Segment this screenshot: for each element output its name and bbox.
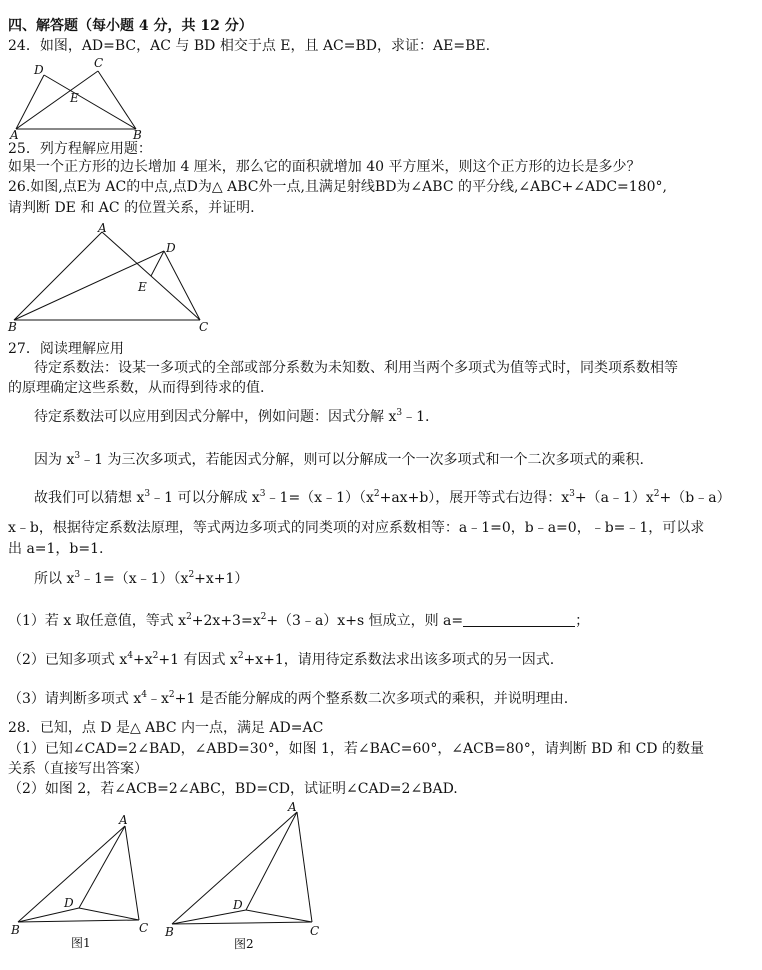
q27-para4a: 故我们可以猜想 $x^3﹣1$ 可以分解成 $x^3﹣1=(x﹣1)(x^2+ax+b)$，展开等式右边得：$x^3+(a﹣1)x^2+(b﹣a)$ (34, 489, 731, 506)
answer-blank[interactable] (463, 612, 575, 627)
q27-sub1: （1）若 x 取任意值，等式 $x^2+2x+3=x^2+(3﹣a)x+s$ 恒成立，则 a= ； (8, 612, 590, 629)
q27-para3: 因为 $x^3﹣1$ 为三次多项式，若能因式分解，则可以分解成一个一次多项式和一个二次多项式的乘积. (34, 451, 644, 468)
q26-label-c: C (199, 320, 209, 334)
fig2-caption: 图2 (234, 937, 254, 951)
q28-figure-1 (8, 810, 158, 950)
q25-title: 25．列方程解应用题： (8, 141, 152, 157)
q27-para5: 所以 $x^3﹣1=(x﹣1)(x^2+x+1)$ (34, 570, 249, 587)
q24-label-c: C (94, 56, 104, 70)
q27-para4b: x﹣b，根据待定系数法原理，等式两边多项式的同类项的对应系数相等：a﹣1=0，b﹣a=0，﹣b=﹣1，可以求 (8, 520, 705, 536)
q26-label-b: B (8, 320, 17, 334)
q28-line2: （1）已知∠CAD=2∠BAD，∠ABD=30°，如图 1，若∠BAC=60°，∠ACB=80°，请判断 BD 和 CD 的数量 (8, 741, 704, 757)
q26-label-a: A (98, 221, 107, 235)
q26-line1: 26.如图,点E为 AC的中点,点D为△ ABC外一点,且满足射线BD为∠ABC 的平分线,∠ABC+∠ADC=180°, (8, 179, 667, 195)
fig1-label-c: C (139, 921, 149, 935)
q26-label-e: E (138, 280, 147, 294)
fig2-label-d: D (233, 898, 243, 912)
q27-para1a: 待定系数法：设某一多项式的全部或部分系数为未知数、利用当两个多项式为值等式时，同类项系数相等 (34, 360, 678, 376)
fig2-label-b: B (165, 925, 174, 939)
q27-para1b: 的原理确定这些系数，从而得到待求的值. (8, 380, 265, 396)
q27-para4c: 出 a=1，b=1. (8, 541, 104, 557)
q26-line2: 请判断 DE 和 AC 的位置关系，并证明. (8, 200, 255, 216)
fig1-caption: 图1 (71, 936, 91, 950)
q27-sub2: （2）已知多项式 $x^4+x^2+1$ 有因式 $x^2+x+1$，请用待定系数法求出该多项式的另一因式. (8, 651, 555, 668)
fig2-label-c: C (310, 924, 320, 938)
q27-sub3: （3）请判断多项式 $x^4﹣x^2+1$ 是否能分解成的两个整系数二次多项式的乘积，并说明理由. (8, 690, 569, 707)
fig1-label-d: D (64, 896, 74, 910)
q28-line1: 28．已知，点 D 是△ ABC 内一点，满足 AD=AC (8, 720, 324, 736)
q26-figure (4, 220, 216, 335)
q27-para2: 待定系数法可以应用到因式分解中，例如问题：因式分解 $x^3﹣1$. (34, 408, 430, 425)
q24-label-a: A (10, 128, 19, 140)
fig1-label-b: B (11, 923, 20, 937)
q24-label-b: B (133, 128, 142, 140)
q25-text: 如果一个正方形的边长增加 4 厘米，那么它的面积就增加 40 平方厘米，则这个正方形的边长是多少？ (8, 159, 641, 175)
q27-title: 27．阅读理解应用 (8, 341, 124, 357)
fig2-label-a: A (288, 800, 297, 814)
q26-label-d: D (166, 241, 176, 255)
q28-line3: 关系（直接写出答案） (8, 761, 148, 777)
fig1-label-a: A (119, 813, 128, 827)
q24-figure (6, 56, 146, 140)
q24-label-e: E (70, 91, 79, 105)
q24-text: 24．如图，AD=BC，AC 与 BD 相交于点 E，且 AC=BD，求证：AE=BE. (8, 38, 491, 54)
q24-label-d: D (34, 63, 44, 77)
section-title: 四、解答题（每小题 4 分，共 12 分） (8, 18, 253, 34)
q28-figure-2 (160, 796, 335, 956)
q28-line4: （2）如图 2，若∠ACB=2∠ABC，BD=CD，试证明∠CAD=2∠BAD. (8, 781, 458, 797)
